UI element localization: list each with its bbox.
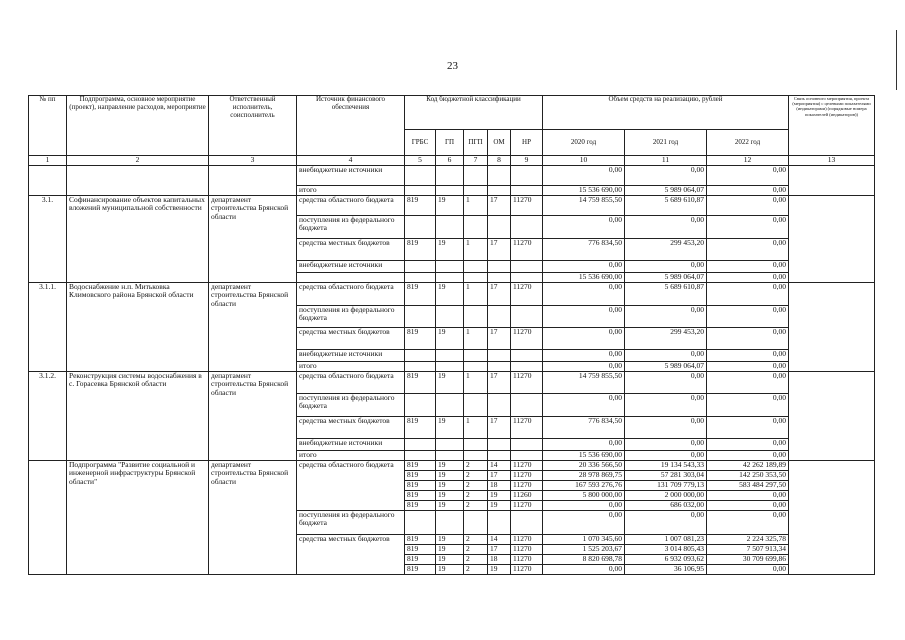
col-num: 10: [543, 156, 625, 166]
row-number: 3.1.1.: [29, 283, 67, 372]
source-cell: поступления из федерального бюджета: [297, 216, 405, 239]
value-2022: 0,00: [707, 372, 789, 394]
value-2020: 5 800 000,00: [543, 491, 625, 501]
cell: [789, 372, 875, 461]
source-cell: внебюджетные источники: [297, 439, 405, 451]
code-grbs: 819: [405, 501, 436, 511]
code-om: 14: [488, 535, 511, 545]
code-pgp: 1: [464, 328, 488, 350]
value-2021: 0,00: [625, 261, 707, 273]
col-num: 11: [625, 156, 707, 166]
code-nr: 11270: [511, 196, 543, 216]
header-volume: Объем средств на реализацию, рублей: [543, 96, 789, 130]
header-om: ОМ: [488, 130, 511, 156]
code-gp: 19: [436, 417, 464, 439]
code-grbs: 819: [405, 283, 436, 306]
value-2020: 0,00: [543, 306, 625, 328]
header-nr: НР: [511, 130, 543, 156]
value-2020: 167 593 276,76: [543, 481, 625, 491]
code-gp: 19: [436, 471, 464, 481]
header-pgp: ПГП: [464, 130, 488, 156]
code-nr: 11270: [511, 481, 543, 491]
value-2022: 0,00: [707, 261, 789, 273]
value-2022: 0,00: [707, 491, 789, 501]
col-num: 2: [67, 156, 209, 166]
source-cell: поступления из федерального бюджета: [297, 306, 405, 328]
cell: [67, 166, 209, 196]
header-2022: 2022 год: [707, 130, 789, 156]
code-gp: 19: [436, 555, 464, 565]
col-num: 5: [405, 156, 436, 166]
value-2021: 299 453,20: [625, 328, 707, 350]
value-2022: 142 250 353,50: [707, 471, 789, 481]
value-2021: 2 000 000,00: [625, 491, 707, 501]
code-om: 17: [488, 283, 511, 306]
value-2020: 0,00: [543, 501, 625, 511]
value-2021: 3 014 805,43: [625, 545, 707, 555]
code-pgp: 1: [464, 239, 488, 261]
value-2021: 0,00: [625, 372, 707, 394]
cell: [789, 461, 875, 575]
code-nr: 11270: [511, 417, 543, 439]
code-nr: 11270: [511, 545, 543, 555]
code-pgp: 2: [464, 501, 488, 511]
code-om: 17: [488, 417, 511, 439]
row-number: 3.1.: [29, 196, 67, 283]
value-2020: 14 759 855,50: [543, 196, 625, 216]
value-2022: 0,00: [707, 273, 789, 283]
value-2020: 0,00: [543, 328, 625, 350]
value-2022: 0,00: [707, 216, 789, 239]
code-pgp: 2: [464, 555, 488, 565]
value-2022: 2 224 325,78: [707, 535, 789, 545]
page-edge-line: [896, 30, 897, 90]
value-2020: 15 536 690,00: [543, 451, 625, 461]
value-2021: 19 134 543,33: [625, 461, 707, 471]
code-om: 18: [488, 555, 511, 565]
value-2022: 0,00: [707, 166, 789, 186]
table-row: [29, 461, 875, 471]
value-2020: 1 070 345,60: [543, 535, 625, 545]
value-2021: 686 032,00: [625, 501, 707, 511]
source-cell: внебюджетные источники: [297, 261, 405, 273]
code-grbs: 819: [405, 545, 436, 555]
value-2022: 0,00: [707, 451, 789, 461]
value-2020: 0,00: [543, 439, 625, 451]
value-2020: 15 536 690,00: [543, 273, 625, 283]
source-cell: средства местных бюджетов: [297, 535, 405, 575]
cell: [789, 283, 875, 372]
source-cell: итого: [297, 186, 405, 196]
cell: [209, 166, 297, 196]
value-2020: 0,00: [543, 362, 625, 372]
header-responsible: Ответственный исполнитель, соисполнитель: [209, 96, 297, 156]
code-nr: 11270: [511, 501, 543, 511]
code-pgp: 2: [464, 471, 488, 481]
code-grbs: 819: [405, 535, 436, 545]
code-gp: 19: [436, 535, 464, 545]
source-cell: средства областного бюджета: [297, 196, 405, 216]
value-2021: 299 453,20: [625, 239, 707, 261]
code-grbs: 819: [405, 555, 436, 565]
value-2022: 0,00: [707, 362, 789, 372]
value-2020: 0,00: [543, 394, 625, 417]
source-cell: средства местных бюджетов: [297, 239, 405, 261]
responsible-cell: департамент строительства Брянской области: [209, 283, 297, 372]
value-2022: 0,00: [707, 328, 789, 350]
value-2021: 0,00: [625, 451, 707, 461]
col-num: 3: [209, 156, 297, 166]
value-2020: 776 834,50: [543, 239, 625, 261]
value-2022: 30 709 699,86: [707, 555, 789, 565]
value-2020: 0,00: [543, 565, 625, 575]
measure-name: Софинансирование объектов капитальных вложений муниципальной собственности: [67, 196, 209, 283]
value-2021: 5 989 064,07: [625, 273, 707, 283]
value-2022: 0,00: [707, 186, 789, 196]
value-2021: 6 932 093,62: [625, 555, 707, 565]
header-2020: 2020 год: [543, 130, 625, 156]
code-pgp: 1: [464, 196, 488, 216]
value-2021: 5 689 610,87: [625, 196, 707, 216]
source-cell: итого: [297, 362, 405, 372]
col-num: 12: [707, 156, 789, 166]
code-gp: 19: [436, 461, 464, 471]
value-2021: 131 709 779,13: [625, 481, 707, 491]
source-cell: внебюджетные источники: [297, 166, 405, 186]
col-num: 7: [464, 156, 488, 166]
value-2021: 0,00: [625, 350, 707, 362]
code-gp: 19: [436, 328, 464, 350]
value-2020: 776 834,50: [543, 417, 625, 439]
code-nr: 11270: [511, 239, 543, 261]
value-2022: 0,00: [707, 417, 789, 439]
measure-name: Реконструкция системы водоснабжения в с. Горасевка Брянской области: [67, 372, 209, 461]
code-pgp: 1: [464, 417, 488, 439]
col-num: 1: [29, 156, 67, 166]
value-2020: 15 536 690,00: [543, 186, 625, 196]
subprogram-name: Подпрограмма "Развитие социальной и инженерной инфраструктуры Брянской области": [67, 461, 209, 575]
code-grbs: 819: [405, 461, 436, 471]
row-number: 3.1.2.: [29, 372, 67, 461]
cell: [29, 461, 67, 575]
value-2021: 5 989 064,07: [625, 362, 707, 372]
value-2022: 583 484 297,50: [707, 481, 789, 491]
code-gp: 19: [436, 283, 464, 306]
code-grbs: 819: [405, 328, 436, 350]
code-gp: 19: [436, 491, 464, 501]
value-2021: 5 989 064,07: [625, 186, 707, 196]
value-2021: 0,00: [625, 511, 707, 535]
cell: [789, 166, 875, 196]
code-nr: 11270: [511, 372, 543, 394]
code-pgp: 2: [464, 491, 488, 501]
code-gp: 19: [436, 196, 464, 216]
code-grbs: 819: [405, 471, 436, 481]
col-num: 6: [436, 156, 464, 166]
col-num: 4: [297, 156, 405, 166]
source-cell: [297, 273, 405, 283]
value-2020: 14 759 855,50: [543, 372, 625, 394]
code-om: 19: [488, 501, 511, 511]
value-2021: 5 689 610,87: [625, 283, 707, 306]
value-2022: 0,00: [707, 350, 789, 362]
value-2020: 0,00: [543, 511, 625, 535]
table-row: [29, 196, 875, 216]
value-2022: 0,00: [707, 439, 789, 451]
code-grbs: 819: [405, 481, 436, 491]
value-2022: 7 507 913,34: [707, 545, 789, 555]
page-number: 23: [447, 60, 458, 72]
value-2022: 0,00: [707, 565, 789, 575]
code-om: 19: [488, 565, 511, 575]
code-gp: 19: [436, 545, 464, 555]
source-cell: поступления из федерального бюджета: [297, 394, 405, 417]
source-cell: средства областного бюджета: [297, 283, 405, 306]
code-om: 17: [488, 196, 511, 216]
code-pgp: 2: [464, 535, 488, 545]
code-pgp: 2: [464, 481, 488, 491]
source-cell: поступления из федерального бюджета: [297, 511, 405, 535]
code-pgp: 1: [464, 372, 488, 394]
col-num: 9: [511, 156, 543, 166]
code-pgp: 2: [464, 545, 488, 555]
value-2021: 0,00: [625, 394, 707, 417]
code-om: 17: [488, 372, 511, 394]
table-row: [29, 166, 875, 186]
value-2022: 0,00: [707, 394, 789, 417]
measure-name: Водоснабжение н.п. Митьковка Климовского района Брянской области: [67, 283, 209, 372]
value-2022: 0,00: [707, 306, 789, 328]
code-grbs: 819: [405, 196, 436, 216]
value-2021: 36 106,95: [625, 565, 707, 575]
code-om: 17: [488, 239, 511, 261]
code-om: 18: [488, 481, 511, 491]
code-gp: 19: [436, 565, 464, 575]
value-2020: 8 820 698,78: [543, 555, 625, 565]
code-om: 17: [488, 545, 511, 555]
value-2022: 0,00: [707, 196, 789, 216]
column-number-row: [29, 156, 875, 166]
value-2020: 0,00: [543, 283, 625, 306]
code-om: 14: [488, 461, 511, 471]
header-row: [29, 96, 875, 130]
responsible-cell: департамент строительства Брянской области: [209, 372, 297, 461]
value-2022: 42 262 189,89: [707, 461, 789, 471]
value-2021: 0,00: [625, 216, 707, 239]
value-2020: 28 978 869,75: [543, 471, 625, 481]
header-2021: 2021 год: [625, 130, 707, 156]
code-om: 17: [488, 471, 511, 481]
value-2022: 0,00: [707, 283, 789, 306]
code-grbs: 819: [405, 565, 436, 575]
source-cell: средства местных бюджетов: [297, 328, 405, 350]
code-pgp: 2: [464, 461, 488, 471]
code-nr: 11270: [511, 555, 543, 565]
code-nr: 11260: [511, 491, 543, 501]
table-row: [29, 372, 875, 394]
responsible-cell: департамент строительства Брянской области: [209, 196, 297, 283]
code-grbs: 819: [405, 491, 436, 501]
code-nr: 11270: [511, 328, 543, 350]
value-2020: 0,00: [543, 261, 625, 273]
value-2022: 0,00: [707, 239, 789, 261]
header-subprogram: Подпрограмма, основное мероприятие (проект), направление расходов, мероприятие: [67, 96, 209, 156]
value-2021: 57 281 303,04: [625, 471, 707, 481]
source-cell: средства местных бюджетов: [297, 417, 405, 439]
source-cell: средства областного бюджета: [297, 461, 405, 511]
source-cell: итого: [297, 451, 405, 461]
header-link: Связь основного мероприятия, проекта (мероприятия) с целевыми показателями (индикаторами) (порядковые номера показателей (индикаторов)): [789, 96, 875, 156]
code-grbs: 819: [405, 417, 436, 439]
header-bk-code: Код бюджетной классификации: [405, 96, 543, 130]
value-2020: 0,00: [543, 350, 625, 362]
code-om: 17: [488, 328, 511, 350]
code-om: 19: [488, 491, 511, 501]
code-grbs: 819: [405, 239, 436, 261]
value-2020: 0,00: [543, 166, 625, 186]
budget-table: [28, 95, 875, 575]
value-2021: 0,00: [625, 417, 707, 439]
code-pgp: 2: [464, 565, 488, 575]
code-nr: 11270: [511, 283, 543, 306]
header-num: № пп: [29, 96, 67, 156]
value-2021: 0,00: [625, 306, 707, 328]
code-nr: 11270: [511, 461, 543, 471]
header-source: Источник финансового обеспечения: [297, 96, 405, 156]
header-grbs: ГРБС: [405, 130, 436, 156]
code-grbs: 819: [405, 372, 436, 394]
value-2022: 0,00: [707, 511, 789, 535]
value-2020: 0,00: [543, 216, 625, 239]
responsible-cell: департамент строительства Брянской области: [209, 461, 297, 575]
table-row: [29, 283, 875, 306]
cell: [29, 166, 67, 196]
value-2020: 1 525 203,67: [543, 545, 625, 555]
code-pgp: 1: [464, 283, 488, 306]
value-2021: 1 007 081,23: [625, 535, 707, 545]
col-num: 8: [488, 156, 511, 166]
source-cell: средства областного бюджета: [297, 372, 405, 394]
value-2022: 0,00: [707, 501, 789, 511]
code-gp: 19: [436, 501, 464, 511]
code-gp: 19: [436, 239, 464, 261]
code-nr: 11270: [511, 535, 543, 545]
value-2021: 0,00: [625, 439, 707, 451]
cell: [789, 196, 875, 283]
source-cell: внебюджетные источники: [297, 350, 405, 362]
code-nr: 11270: [511, 565, 543, 575]
value-2021: 0,00: [625, 166, 707, 186]
code-nr: 11270: [511, 471, 543, 481]
col-num: 13: [789, 156, 875, 166]
code-gp: 19: [436, 372, 464, 394]
header-gp: ГП: [436, 130, 464, 156]
code-gp: 19: [436, 481, 464, 491]
value-2020: 20 336 566,50: [543, 461, 625, 471]
